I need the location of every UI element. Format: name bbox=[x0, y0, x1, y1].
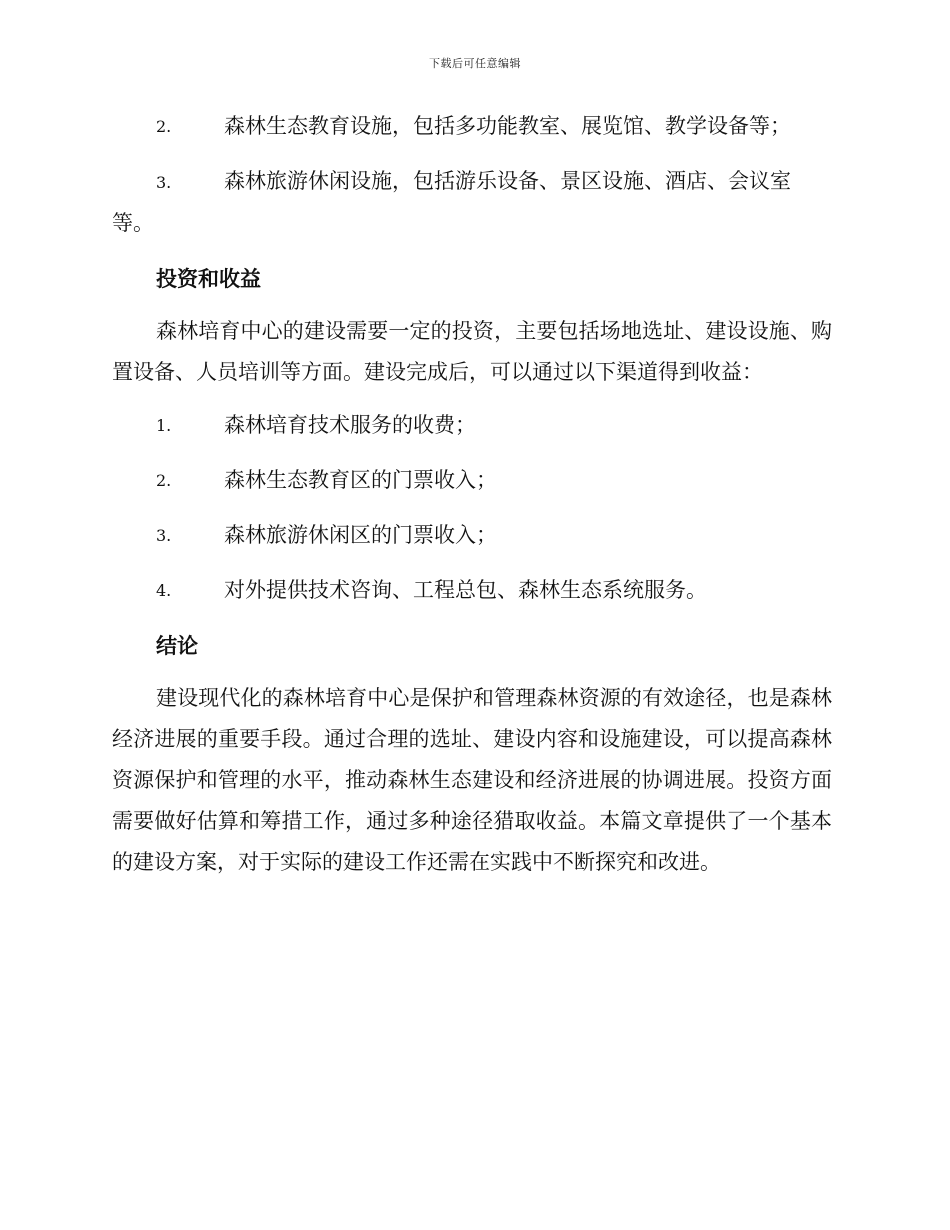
list-item bbox=[112, 515, 832, 556]
investment-paragraph: 森林培育中心的建设需要一定的投资，主要包括场地选址、建设设施、购置设备、人员培训等方面。建设完成后，可以通过以下渠道得到收益： bbox=[112, 319, 832, 384]
list-item bbox=[112, 161, 832, 244]
list-item bbox=[112, 460, 832, 501]
list-number: 3. bbox=[156, 526, 172, 545]
list-item bbox=[112, 405, 832, 446]
conclusion-paragraph: 建设现代化的森林培育中心是保护和管理森林资源的有效途径，也是森林经济进展的重要手段。通过合理的选址、建设内容和设施建设，可以提高森林资源保护和管理的水平，推动森林生态建设和经济进展的协调进展。投资方面需要做好估算和筹措工作，通过多种途径猎取收益。本篇文章提供了一个基本的建设方案，对于实际的建设工作还需在实践中不断探究和改进。 bbox=[112, 686, 832, 874]
list-item bbox=[112, 106, 832, 147]
list-text: 森林旅游休闲设施，包括游乐设备、景区设施、酒店、会议室等。 bbox=[112, 169, 791, 235]
list-text: 森林培育技术服务的收费； bbox=[224, 413, 476, 437]
document-body bbox=[112, 106, 832, 895]
header-note: 下载后可任意编辑 bbox=[429, 57, 521, 70]
list-text: 森林生态教育设施，包括多功能教室、展览馆、教学设备等； bbox=[224, 114, 791, 138]
list-number: 2. bbox=[156, 471, 172, 490]
list-item bbox=[112, 570, 832, 611]
section-heading-conclusion: 结论 bbox=[156, 633, 198, 658]
section-heading-investment: 投资和收益 bbox=[156, 266, 261, 291]
list-text: 森林生态教育区的门票收入； bbox=[224, 468, 497, 492]
list-text: 森林旅游休闲区的门票收入； bbox=[224, 523, 497, 547]
list-number: 3. bbox=[156, 173, 172, 192]
list-number: 4. bbox=[156, 581, 172, 600]
list-text: 对外提供技术咨询、工程总包、森林生态系统服务。 bbox=[224, 578, 707, 602]
list-number: 1. bbox=[156, 416, 172, 435]
list-number: 2. bbox=[156, 117, 172, 136]
